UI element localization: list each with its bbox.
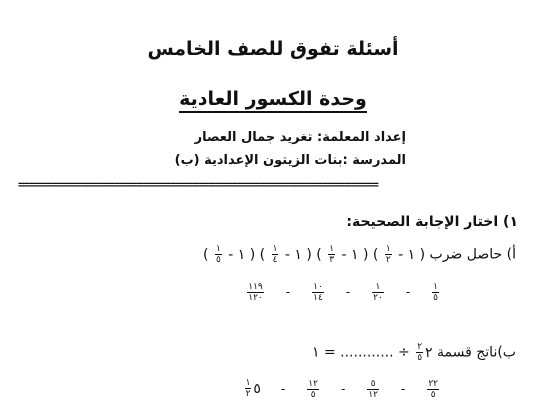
part-a-options: $\frac{١}{٥}$ - $\frac{١}{٢٠}$ - $\frac{١٠}{١٤}$ - $\frac{١١٩}{١٢٠}$	[248, 282, 438, 303]
teacher-name: إعداد المعلمة: تغريد جمال العصار	[194, 130, 406, 145]
mixed-number: ٢ $\frac{٢}{٥}$	[417, 342, 433, 363]
option-b-1: $\frac{٢٢}{٥}$	[428, 378, 438, 400]
option-a-3: $\frac{١٠}{١٤}$	[313, 282, 323, 303]
part-a-label: أ)	[506, 246, 516, 263]
option-b-2: $\frac{٥}{١٢}$	[368, 378, 378, 400]
part-b-label: ب)	[497, 344, 516, 361]
option-a-1: $\frac{١}{٥}$	[433, 282, 438, 303]
page-title: أسئلة تفوق للصف الخامس	[147, 38, 399, 60]
factor-2: ( ١ - $\frac{١}{٣}$ )	[316, 244, 369, 265]
divide-sign: ÷	[398, 344, 410, 361]
unit-title-text: وحدة الكسور العادية	[179, 88, 367, 113]
school-name: المدرسة :بنات الزيتون الإعدادية (ب)	[174, 153, 406, 168]
option-b-4: ٥ $\frac{١}{٢}$	[245, 378, 261, 399]
unit-title	[0, 88, 546, 110]
question-heading: ١) اختار الإجابة الصحيحة:	[346, 214, 518, 230]
part-a-question	[203, 244, 516, 265]
answer-blank: ............	[340, 344, 394, 361]
option-a-4: $\frac{١١٩}{١٢٠}$	[248, 282, 263, 303]
part-b-question	[312, 342, 516, 363]
factor-3: ( ١ - $\frac{١}{٤}$ )	[259, 244, 312, 265]
part-b-options: $\frac{٢٢}{٥}$ - $\frac{٥}{١٢}$ - $\frac{١٢}{٥}$ -٥ $\frac{١}{٢}$	[243, 378, 441, 400]
factor-4: ( ١ - $\frac{١}{٥}$ )	[203, 244, 256, 265]
equals-one: = ١	[311, 344, 336, 361]
part-a-prompt: حاصل ضرب	[429, 246, 503, 263]
separator-line: ================================================================	[18, 178, 378, 190]
option-b-3: $\frac{١٢}{٥}$	[308, 378, 318, 400]
option-a-2: $\frac{١}{٢٠}$	[373, 282, 383, 303]
factor-1: ( ١ - $\frac{١}{٢}$ )	[372, 244, 426, 265]
part-b-prompt: ناتج قسمة	[437, 344, 498, 361]
